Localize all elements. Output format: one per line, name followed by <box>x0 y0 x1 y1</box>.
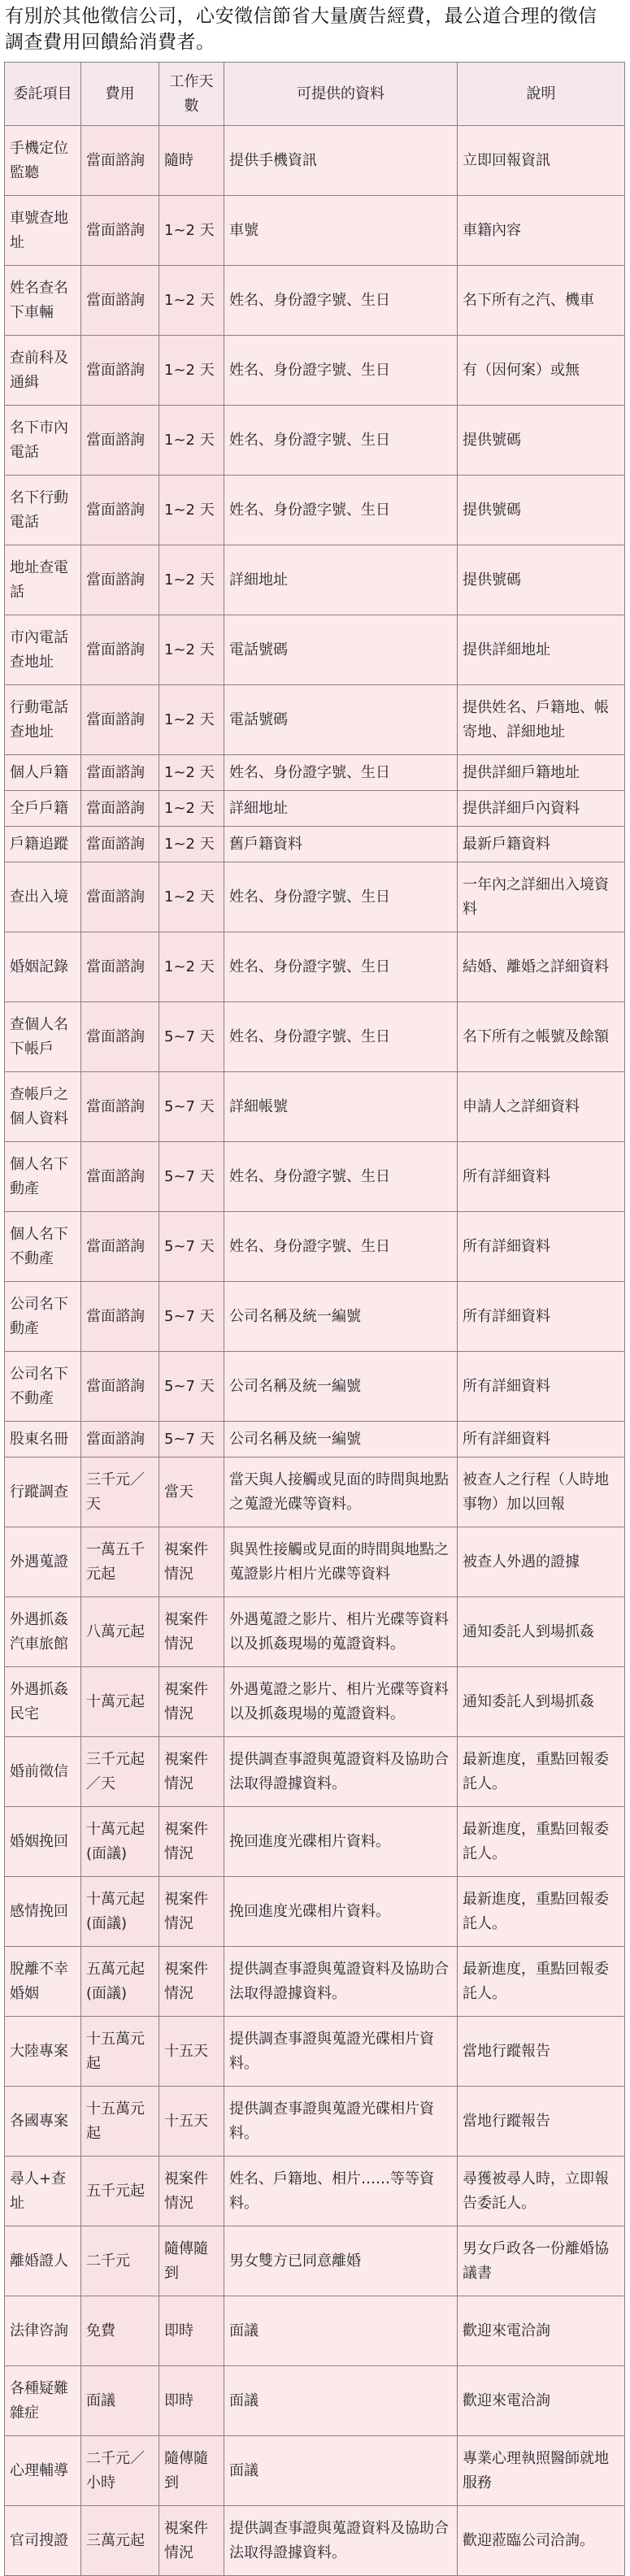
provided-data-cell: 姓名、身份證字號、生日 <box>224 932 458 1002</box>
provided-data-cell: 姓名、戶籍地、相片……等等資料。 <box>224 2157 458 2226</box>
fee-cell: 三千元起／天 <box>81 1737 159 1807</box>
description-cell: 結婚、離婚之詳細資料 <box>458 932 625 1002</box>
days-cell: 即時 <box>159 2296 224 2366</box>
days-cell: 1~2 天 <box>159 827 224 862</box>
fee-cell: 當面諮詢 <box>81 615 159 685</box>
days-cell: 1~2 天 <box>159 791 224 827</box>
table-row <box>5 126 625 196</box>
fee-cell: 當面諮詢 <box>81 1212 159 1282</box>
provided-data-cell: 姓名、身份證字號、生日 <box>224 862 458 932</box>
item-cell: 外遇抓姦汽車旅館 <box>5 1597 81 1667</box>
item-cell: 股東名冊 <box>5 1422 81 1457</box>
provided-data-cell: 詳細帳號 <box>224 1072 458 1142</box>
days-cell: 1~2 天 <box>159 862 224 932</box>
description-cell: 被查人之行程（人時地事物）加以回報 <box>458 1457 625 1527</box>
days-cell: 當天 <box>159 1457 224 1527</box>
table-row <box>5 932 625 1002</box>
item-cell: 大陸專案 <box>5 2017 81 2087</box>
description-cell: 所有詳細資料 <box>458 1422 625 1457</box>
days-cell: 視案件情況 <box>159 1807 224 1877</box>
fee-cell: 十萬元起(面議) <box>81 1807 159 1877</box>
description-cell: 歡迎來電洽詢 <box>458 2296 625 2366</box>
days-cell: 5~7 天 <box>159 1282 224 1352</box>
description-cell: 男女戶政各一份離婚協議書 <box>458 2226 625 2296</box>
fee-cell: 八萬元起 <box>81 1597 159 1667</box>
fee-cell: 二千元 <box>81 2226 159 2296</box>
fee-cell: 一萬五千元起 <box>81 1527 159 1597</box>
description-cell: 尋獲被尋人時，立即報告委託人。 <box>458 2157 625 2226</box>
item-cell: 市內電話查地址 <box>5 615 81 685</box>
fee-cell: 當面諮詢 <box>81 476 159 545</box>
days-cell: 5~7 天 <box>159 1422 224 1457</box>
provided-data-cell: 挽回進度光碟相片資料。 <box>224 1877 458 1947</box>
description-cell: 提供姓名、戶籍地、帳寄地、詳細地址 <box>458 685 625 755</box>
days-cell: 5~7 天 <box>159 1352 224 1422</box>
item-cell: 各種疑難雜症 <box>5 2366 81 2436</box>
table-row <box>5 476 625 545</box>
provided-data-cell: 面議 <box>224 2366 458 2436</box>
provided-data-cell: 提供調查事證與蒐證資料及協助合法取得證據資料。 <box>224 1947 458 2017</box>
days-cell: 5~7 天 <box>159 1002 224 1072</box>
description-cell: 一年內之詳細出入境資料 <box>458 862 625 932</box>
provided-data-cell: 姓名、身份證字號、生日 <box>224 755 458 791</box>
item-cell: 姓名查名下車輛 <box>5 266 81 336</box>
header-row <box>5 63 625 126</box>
description-cell: 提供詳細戶內資料 <box>458 791 625 827</box>
description-cell: 所有詳細資料 <box>458 1282 625 1352</box>
fee-cell: 當面諮詢 <box>81 1142 159 1212</box>
days-cell: 1~2 天 <box>159 685 224 755</box>
days-cell: 視案件情況 <box>159 1527 224 1597</box>
fee-table-body <box>5 126 625 2576</box>
table-row <box>5 1527 625 1597</box>
description-cell: 提供號碼 <box>458 545 625 615</box>
provided-data-cell: 提供調查事證與蒐證資料及協助合法取得證據資料。 <box>224 1737 458 1807</box>
description-cell: 所有詳細資料 <box>458 1212 625 1282</box>
table-row <box>5 1947 625 2017</box>
provided-data-cell: 舊戶籍資料 <box>224 827 458 862</box>
item-cell: 婚姻挽回 <box>5 1807 81 1877</box>
item-cell: 行蹤調查 <box>5 1457 81 1527</box>
provided-data-cell: 外遇蒐證之影片、相片光碟等資料以及抓姦現場的蒐證資料。 <box>224 1597 458 1667</box>
provided-data-cell: 詳細地址 <box>224 791 458 827</box>
table-row <box>5 615 625 685</box>
fee-cell: 當面諮詢 <box>81 196 159 266</box>
provided-data-cell: 電話號碼 <box>224 615 458 685</box>
description-cell: 有（因何案）或無 <box>458 336 625 406</box>
provided-data-cell: 面議 <box>224 2296 458 2366</box>
table-row <box>5 1352 625 1422</box>
item-cell: 行動電話查地址 <box>5 685 81 755</box>
provided-data-cell: 男女雙方已同意離婚 <box>224 2226 458 2296</box>
days-cell: 視案件情況 <box>159 2506 224 2576</box>
days-cell: 視案件情況 <box>159 1947 224 2017</box>
table-row <box>5 2366 625 2436</box>
header-item: 委託項目 <box>5 63 81 126</box>
fee-cell: 當面諮詢 <box>81 1422 159 1457</box>
fee-cell: 當面諮詢 <box>81 862 159 932</box>
item-cell: 個人戶籍 <box>5 755 81 791</box>
fee-cell: 十萬元起(面議) <box>81 1877 159 1947</box>
fee-cell: 十五萬元起 <box>81 2087 159 2157</box>
provided-data-cell: 提供手機資訊 <box>224 126 458 196</box>
fee-cell: 當面諮詢 <box>81 755 159 791</box>
provided-data-cell: 姓名、身份證字號、生日 <box>224 1142 458 1212</box>
fee-cell: 當面諮詢 <box>81 827 159 862</box>
description-cell: 提供號碼 <box>458 406 625 476</box>
header-fee: 費用 <box>81 63 159 126</box>
fee-cell: 免費 <box>81 2296 159 2366</box>
header-provided-data: 可提供的資料 <box>224 63 458 126</box>
provided-data-cell: 姓名、身份證字號、生日 <box>224 406 458 476</box>
description-cell: 最新戶籍資料 <box>458 827 625 862</box>
description-cell: 當地行蹤報告 <box>458 2087 625 2157</box>
item-cell: 脫離不幸婚姻 <box>5 1947 81 2017</box>
description-cell: 立即回報資訊 <box>458 126 625 196</box>
provided-data-cell: 公司名稱及統一編號 <box>224 1422 458 1457</box>
provided-data-cell: 詳細地址 <box>224 545 458 615</box>
days-cell: 1~2 天 <box>159 266 224 336</box>
description-cell: 通知委託人到場抓姦 <box>458 1667 625 1737</box>
days-cell: 1~2 天 <box>159 545 224 615</box>
fee-cell: 當面諮詢 <box>81 1352 159 1422</box>
fee-cell: 當面諮詢 <box>81 126 159 196</box>
fee-cell: 三千元／天 <box>81 1457 159 1527</box>
table-row <box>5 791 625 827</box>
table-row <box>5 545 625 615</box>
table-row <box>5 2157 625 2226</box>
item-cell: 個人名下動產 <box>5 1142 81 1212</box>
fee-cell: 二千元／小時 <box>81 2436 159 2506</box>
description-cell: 名下所有之帳號及餘額 <box>458 1002 625 1072</box>
item-cell: 感情挽回 <box>5 1877 81 1947</box>
description-cell: 最新進度，重點回報委託人。 <box>458 1807 625 1877</box>
provided-data-cell: 面議 <box>224 2436 458 2506</box>
item-cell: 戶籍追蹤 <box>5 827 81 862</box>
days-cell: 隨傳隨到 <box>159 2226 224 2296</box>
fee-cell: 當面諮詢 <box>81 266 159 336</box>
description-cell: 最新進度，重點回報委託人。 <box>458 1947 625 2017</box>
table-row <box>5 1457 625 1527</box>
description-cell: 通知委託人到場抓姦 <box>458 1597 625 1667</box>
provided-data-cell: 當天與人接觸或見面的時間與地點之蒐證光碟等資料。 <box>224 1457 458 1527</box>
item-cell: 查前科及通緝 <box>5 336 81 406</box>
description-cell: 專業心理執照醫師就地服務 <box>458 2436 625 2506</box>
item-cell: 名下行動電話 <box>5 476 81 545</box>
provided-data-cell: 公司名稱及統一編號 <box>224 1352 458 1422</box>
description-cell: 當地行蹤報告 <box>458 2017 625 2087</box>
table-row <box>5 1667 625 1737</box>
days-cell: 1~2 天 <box>159 196 224 266</box>
item-cell: 個人名下不動產 <box>5 1212 81 1282</box>
days-cell: 1~2 天 <box>159 755 224 791</box>
fee-cell: 五千元起 <box>81 2157 159 2226</box>
table-row <box>5 1002 625 1072</box>
description-cell: 最新進度，重點回報委託人。 <box>458 1877 625 1947</box>
description-cell: 最新進度，重點回報委託人。 <box>458 1737 625 1807</box>
fee-cell: 當面諮詢 <box>81 1002 159 1072</box>
item-cell: 離婚證人 <box>5 2226 81 2296</box>
days-cell: 1~2 天 <box>159 476 224 545</box>
table-row <box>5 406 625 476</box>
days-cell: 隨傳隨到 <box>159 2436 224 2506</box>
item-cell: 外遇抓姦民宅 <box>5 1667 81 1737</box>
table-row <box>5 2087 625 2157</box>
item-cell: 外遇蒐證 <box>5 1527 81 1597</box>
table-row <box>5 755 625 791</box>
table-row <box>5 336 625 406</box>
days-cell: 視案件情況 <box>159 1597 224 1667</box>
table-row <box>5 196 625 266</box>
provided-data-cell: 車號 <box>224 196 458 266</box>
item-cell: 公司名下動產 <box>5 1282 81 1352</box>
fee-cell: 三萬元起 <box>81 2506 159 2576</box>
days-cell: 視案件情況 <box>159 2157 224 2226</box>
table-row <box>5 1072 625 1142</box>
days-cell: 隨時 <box>159 126 224 196</box>
description-cell: 歡迎來電洽詢 <box>458 2366 625 2436</box>
days-cell: 視案件情況 <box>159 1877 224 1947</box>
description-cell: 提供詳細地址 <box>458 615 625 685</box>
table-row <box>5 1212 625 1282</box>
item-cell: 公司名下不動產 <box>5 1352 81 1422</box>
provided-data-cell: 與異性接觸或見面的時間與地點之蒐證影片相片光碟等資料 <box>224 1527 458 1597</box>
days-cell: 5~7 天 <box>159 1212 224 1282</box>
days-cell: 1~2 天 <box>159 932 224 1002</box>
provided-data-cell: 姓名、身份證字號、生日 <box>224 1212 458 1282</box>
header-days: 工作天數 <box>159 63 224 126</box>
description-cell: 名下所有之汽、機車 <box>458 266 625 336</box>
provided-data-cell: 公司名稱及統一編號 <box>224 1282 458 1352</box>
provided-data-cell: 提供調查事證與蒐證光碟相片資料。 <box>224 2087 458 2157</box>
days-cell: 視案件情況 <box>159 1737 224 1807</box>
description-cell: 被查人外遇的證據 <box>458 1527 625 1597</box>
item-cell: 法律咨詢 <box>5 2296 81 2366</box>
provided-data-cell: 姓名、身份證字號、生日 <box>224 266 458 336</box>
item-cell: 名下市內電話 <box>5 406 81 476</box>
item-cell: 車號查地址 <box>5 196 81 266</box>
table-row <box>5 862 625 932</box>
provided-data-cell: 姓名、身份證字號、生日 <box>224 476 458 545</box>
fee-cell: 十萬元起 <box>81 1667 159 1737</box>
table-row <box>5 1877 625 1947</box>
days-cell: 5~7 天 <box>159 1072 224 1142</box>
item-cell: 全戶戶籍 <box>5 791 81 827</box>
table-row <box>5 685 625 755</box>
fee-cell: 當面諮詢 <box>81 685 159 755</box>
fee-cell: 十五萬元起 <box>81 2017 159 2087</box>
table-row <box>5 2506 625 2576</box>
header-description: 說明 <box>458 63 625 126</box>
item-cell: 官司搜證 <box>5 2506 81 2576</box>
description-cell: 提供詳細戶籍地址 <box>458 755 625 791</box>
item-cell: 查個人名下帳戶 <box>5 1002 81 1072</box>
days-cell: 1~2 天 <box>159 336 224 406</box>
table-row <box>5 1142 625 1212</box>
fee-cell: 五萬元起(面議) <box>81 1947 159 2017</box>
fee-cell: 當面諮詢 <box>81 545 159 615</box>
item-cell: 婚前徵信 <box>5 1737 81 1807</box>
table-row <box>5 2296 625 2366</box>
days-cell: 5~7 天 <box>159 1142 224 1212</box>
days-cell: 1~2 天 <box>159 615 224 685</box>
days-cell: 1~2 天 <box>159 406 224 476</box>
table-row <box>5 266 625 336</box>
item-cell: 地址查電話 <box>5 545 81 615</box>
provided-data-cell: 提供調查事證與蒐證光碟相片資料。 <box>224 2017 458 2087</box>
item-cell: 婚姻記錄 <box>5 932 81 1002</box>
intro-text: 有別於其他徵信公司，心安徵信節省大量廣告經費，最公道合理的徵信調查費用回饋給消費者。 <box>5 6 597 53</box>
description-cell: 提供號碼 <box>458 476 625 545</box>
table-row <box>5 2017 625 2087</box>
days-cell: 視案件情況 <box>159 1667 224 1737</box>
provided-data-cell: 挽回進度光碟相片資料。 <box>224 1807 458 1877</box>
item-cell: 各國專案 <box>5 2087 81 2157</box>
days-cell: 十五天 <box>159 2017 224 2087</box>
table-row <box>5 1807 625 1877</box>
fee-cell: 當面諮詢 <box>81 791 159 827</box>
item-cell: 手機定位監聽 <box>5 126 81 196</box>
days-cell: 即時 <box>159 2366 224 2436</box>
item-cell: 查帳戶之個人資料 <box>5 1072 81 1142</box>
item-cell: 尋人+查址 <box>5 2157 81 2226</box>
table-row <box>5 1422 625 1457</box>
provided-data-cell: 外遇蒐證之影片、相片光碟等資料以及抓姦現場的蒐證資料。 <box>224 1667 458 1737</box>
provided-data-cell: 姓名、身份證字號、生日 <box>224 1002 458 1072</box>
fee-cell: 面議 <box>81 2366 159 2436</box>
fee-table-header <box>5 63 625 126</box>
item-cell: 查出入境 <box>5 862 81 932</box>
description-cell: 所有詳細資料 <box>458 1352 625 1422</box>
description-cell: 歡迎蒞臨公司洽詢。 <box>458 2506 625 2576</box>
fee-cell: 當面諮詢 <box>81 336 159 406</box>
table-row <box>5 1597 625 1667</box>
table-row <box>5 1737 625 1807</box>
fee-cell: 當面諮詢 <box>81 1072 159 1142</box>
fee-cell: 當面諮詢 <box>81 1282 159 1352</box>
item-cell: 心理輔導 <box>5 2436 81 2506</box>
description-cell: 車籍內容 <box>458 196 625 266</box>
provided-data-cell: 電話號碼 <box>224 685 458 755</box>
table-row <box>5 2226 625 2296</box>
fee-cell: 當面諮詢 <box>81 932 159 1002</box>
table-row <box>5 827 625 862</box>
days-cell: 十五天 <box>159 2087 224 2157</box>
description-cell: 申請人之詳細資料 <box>458 1072 625 1142</box>
description-cell: 所有詳細資料 <box>458 1142 625 1212</box>
provided-data-cell: 姓名、身份證字號、生日 <box>224 336 458 406</box>
table-row <box>5 2436 625 2506</box>
provided-data-cell: 提供調查事證與蒐證資料及協助合法取得證據資料。 <box>224 2506 458 2576</box>
fee-cell: 當面諮詢 <box>81 406 159 476</box>
table-row <box>5 1282 625 1352</box>
fee-table <box>4 62 625 2576</box>
